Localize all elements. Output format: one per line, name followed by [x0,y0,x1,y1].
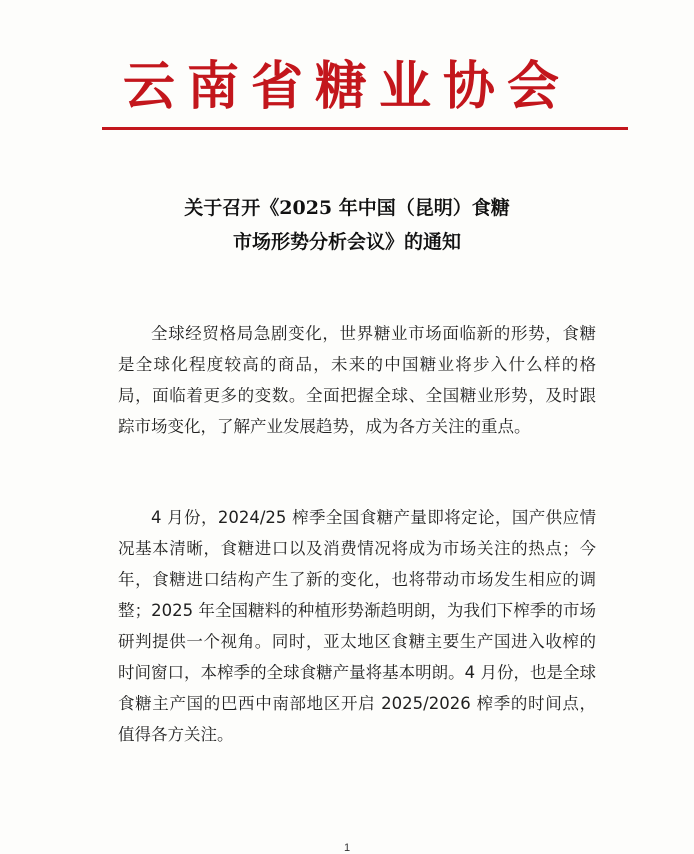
body-paragraph-2: 4 月份，2024/25 榨季全国食糖产量即将定论，国产供应情况基本清晰，食糖进口以及消费情况将成为市场关注的热点；今年，食糖进口结构产生了新的变化，也将带动市场发生相应的调整；2025 年全国糖料的种植形势渐趋明朗，为我们下榨季的市场研判提供一个视角。同时，亚太地区食糖主要生产国进入收榨的时间窗口，本榨季的全球食糖产量将基本明朗。4 月份，也是全球食糖主产国的巴西中南部地区开启 2025/2026 榨季的时间点，值得各方关注。 [118,508,596,744]
letterhead-divider [102,127,628,130]
document-title-line-1: 关于召开《2025 年中国（昆明）食糖 [184,197,510,219]
letterhead-organization-name: 云南省糖业协会 [122,56,571,117]
body-paragraph-1: 全球经贸格局急剧变化，世界糖业市场面临新的形势，食糖是全球化程度较高的商品，未来的中国糖业将步入什么样的格局，面临着更多的变数。全面把握全球、全国糖业形势，及时跟踪市场变化，了解产业发展趋势，成为各方关注的重点。 [118,324,596,436]
page-number: 1 [343,842,351,854]
document-title-line-2: 市场形势分析会议》的通知 [232,231,461,253]
